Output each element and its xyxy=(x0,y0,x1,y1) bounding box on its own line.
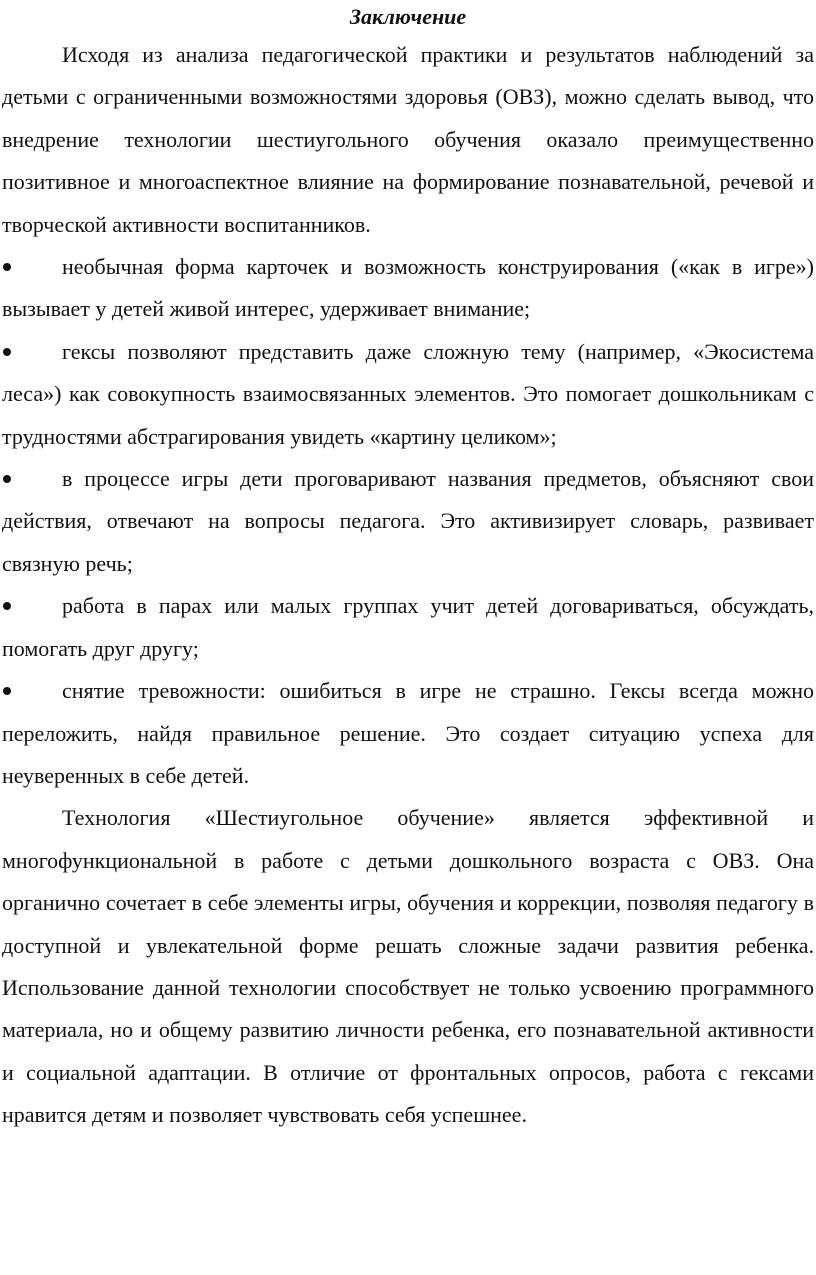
list-item-text: необычная форма карточек и возможность конструирования («как в игре») вызывает у детей живой интерес, удерживает внимание; xyxy=(2,254,814,322)
conclusion-paragraph: Технология «Шестиугольное обучение» является эффективной и многофункциональной в работе с детьми дошкольного возраста с ОВЗ. Она органично сочетает в себе элементы игры, обучения и коррекции, позволяя педагогу в доступной и увлекательной форме решать сложные задачи развития ребенка. Использование данной технологии способствует не только усвоению программного материала, но и общему развитию личности ребенка, его познавательной активности и социальной адаптации. В отличие от фронтальных опросов, работа с гексами нравится детям и позволяет чувствовать себя успешнее. xyxy=(2,805,814,1128)
list-item xyxy=(2,670,814,797)
list-item-text: работа в парах или малых группах учит детей договариваться, обсуждать, помогать друг другу; xyxy=(2,593,814,661)
bullet-icon xyxy=(2,585,62,627)
bullet-icon xyxy=(2,246,62,288)
page-title: Заключение xyxy=(349,4,467,29)
list-item-text: в процессе игры дети проговаривают названия предметов, объясняют свои действия, отвечают на вопросы педагога. Это активизирует словарь, развивает связную речь; xyxy=(2,466,814,576)
list-item xyxy=(2,585,814,670)
bullet-icon xyxy=(2,458,62,500)
bullet-icon xyxy=(2,331,62,373)
intro-paragraph: Исходя из анализа педагогической практики и результатов наблюдений за детьми с ограниченными возможностями здоровья (ОВЗ), можно сделать вывод, что внедрение технологии шестиугольного обучения оказало преимущественно позитивное и многоаспектное влияние на формирование познавательной, речевой и творческой активности воспитанников. xyxy=(2,42,814,237)
bullet-list xyxy=(2,246,814,797)
list-item-text: снятие тревожности: ошибиться в игре не страшно. Гексы всегда можно переложить, найдя правильное решение. Это создает ситуацию успеха для неуверенных в себе детей. xyxy=(2,678,814,788)
list-item xyxy=(2,331,814,458)
bullet-icon xyxy=(2,670,62,712)
list-item xyxy=(2,246,814,331)
list-item xyxy=(2,458,814,585)
list-item-text: гексы позволяют представить даже сложную тему (например, «Экосистема леса») как совокупность взаимосвязанных элементов. Это помогает дошкольникам с трудностями абстрагирования увидеть «картину целиком»; xyxy=(2,338,814,449)
